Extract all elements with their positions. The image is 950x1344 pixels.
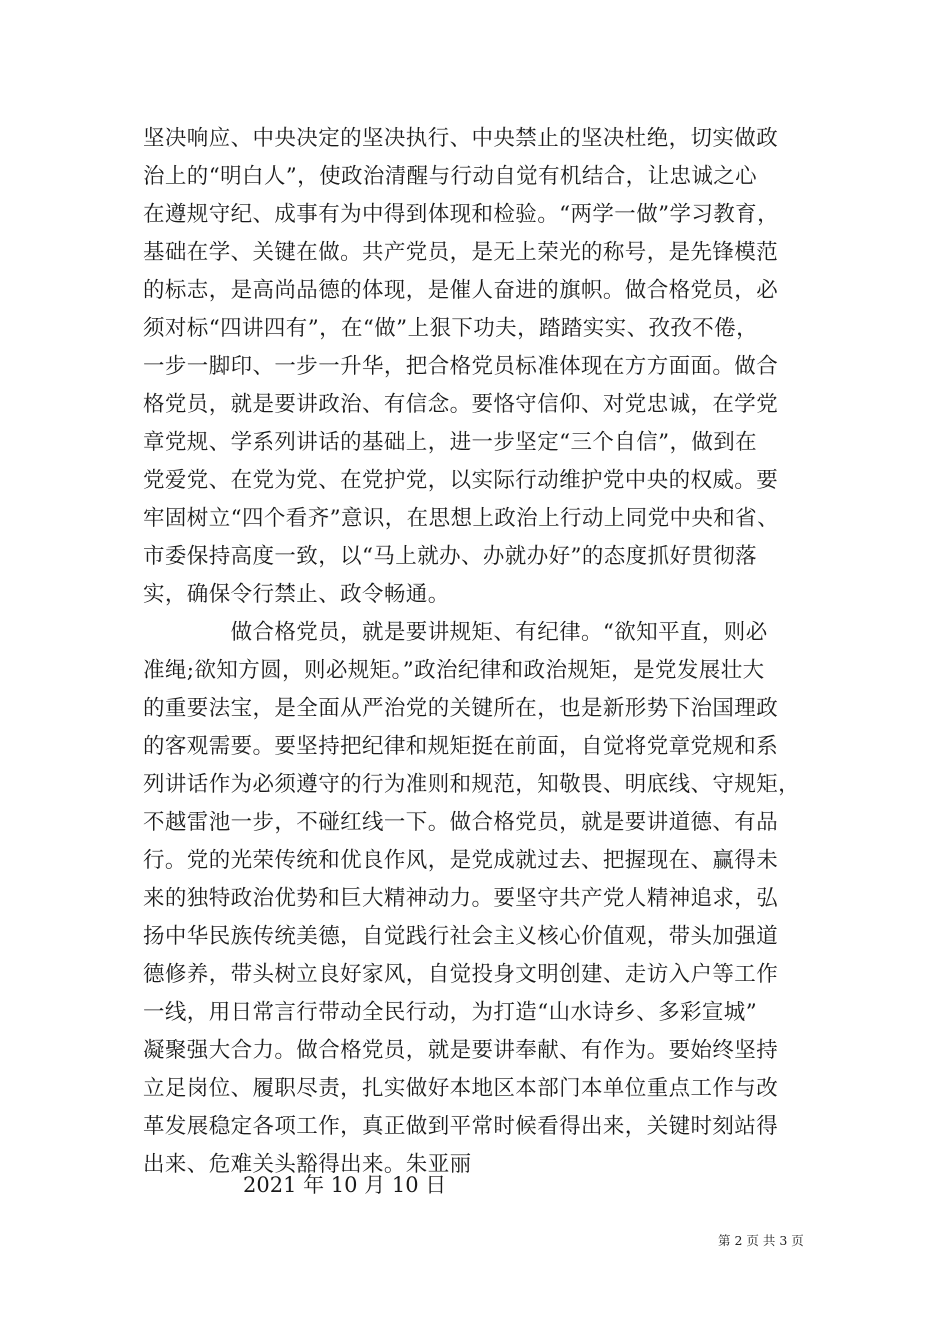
text-line: 坚决响应、中央决定的坚决执行、中央禁止的坚决杜绝，切实做政 [143, 126, 779, 151]
text-line: 的重要法宝，是全面从严治党的关键所在，也是新形势下治国理政 [143, 696, 779, 721]
text-line: 基础在学、关键在做。共产党员，是无上荣光的称号，是先锋模范 [143, 240, 779, 265]
document-date: 2021 年 10 月 10 日 [243, 1173, 447, 1197]
text-line: 列讲话作为必须遵守的行为准则和规范，知敬畏、明底线、守规矩， [143, 772, 801, 797]
text-line: 革发展稳定各项工作，真正做到平常时候看得出来，关键时刻站得 [143, 1114, 779, 1139]
text-line: 实，确保令行禁止、政令畅通。 [143, 582, 450, 607]
text-line: 党爱党、在党为党、在党护党，以实际行动维护党中央的权威。要 [143, 468, 779, 493]
text-line: 在遵规守纪、成事有为中得到体现和检验。“两学一做”学习教育， [143, 202, 779, 227]
text-line: 不越雷池一步，不碰红线一下。做合格党员，就是要讲道德、有品 [143, 810, 779, 835]
page-number-footer: 第 2 页 共 3 页 [718, 1233, 804, 1248]
text-line: 市委保持高度一致，以“马上就办、办就办好”的态度抓好贯彻落 [143, 544, 758, 569]
text-line: 一步一脚印、一步一升华，把合格党员标准体现在方方面面。做合 [143, 354, 779, 379]
text-line: 须对标“四讲四有”，在“做”上狠下功夫，踏踏实实、孜孜不倦， [143, 316, 758, 341]
text-line: 的客观需要。要坚持把纪律和规矩挺在前面，自觉将党章党规和系 [143, 734, 779, 759]
text-line: 一线，用日常言行带动全民行动，为打造“山水诗乡、多彩宣城” [143, 1000, 758, 1025]
text-line: 立足岗位、履职尽责，扎实做好本地区本部门本单位重点工作与改 [143, 1076, 779, 1101]
text-line: 章党规、学系列讲话的基础上，进一步坚定“三个自信”，做到在 [143, 430, 758, 455]
text-line: 治上的“明白人”，使政治清醒与行动自觉有机结合，让忠诚之心 [143, 164, 758, 189]
text-line: 德修养，带头树立良好家风，自觉投身文明创建、走访入户等工作 [143, 962, 779, 987]
text-line: 扬中华民族传统美德，自觉践行社会主义核心价值观，带头加强道 [143, 924, 779, 949]
text-line: 做合格党员，就是要讲规矩、有纪律。“欲知平直，则必 [143, 620, 768, 645]
text-line: 出来、危难关头豁得出来。朱亚丽 [143, 1152, 472, 1177]
text-line: 凝聚强大合力。做合格党员，就是要讲奉献、有作为。要始终坚持 [143, 1038, 779, 1063]
text-line: 的标志，是高尚品德的体现，是催人奋进的旗帜。做合格党员，必 [143, 278, 779, 303]
text-line: 格党员，就是要讲政治、有信念。要恪守信仰、对党忠诚，在学党 [143, 392, 779, 417]
text-line: 牢固树立“四个看齐”意识，在思想上政治上行动上同党中央和省、 [143, 506, 779, 531]
text-line: 准绳;欲知方圆，则必规矩。”政治纪律和政治规矩，是党发展壮大 [143, 658, 765, 683]
text-line: 行。党的光荣传统和优良作风，是党成就过去、把握现在、赢得未 [143, 848, 779, 873]
text-line: 来的独特政治优势和巨大精神动力。要坚守共产党人精神追求，弘 [143, 886, 779, 911]
